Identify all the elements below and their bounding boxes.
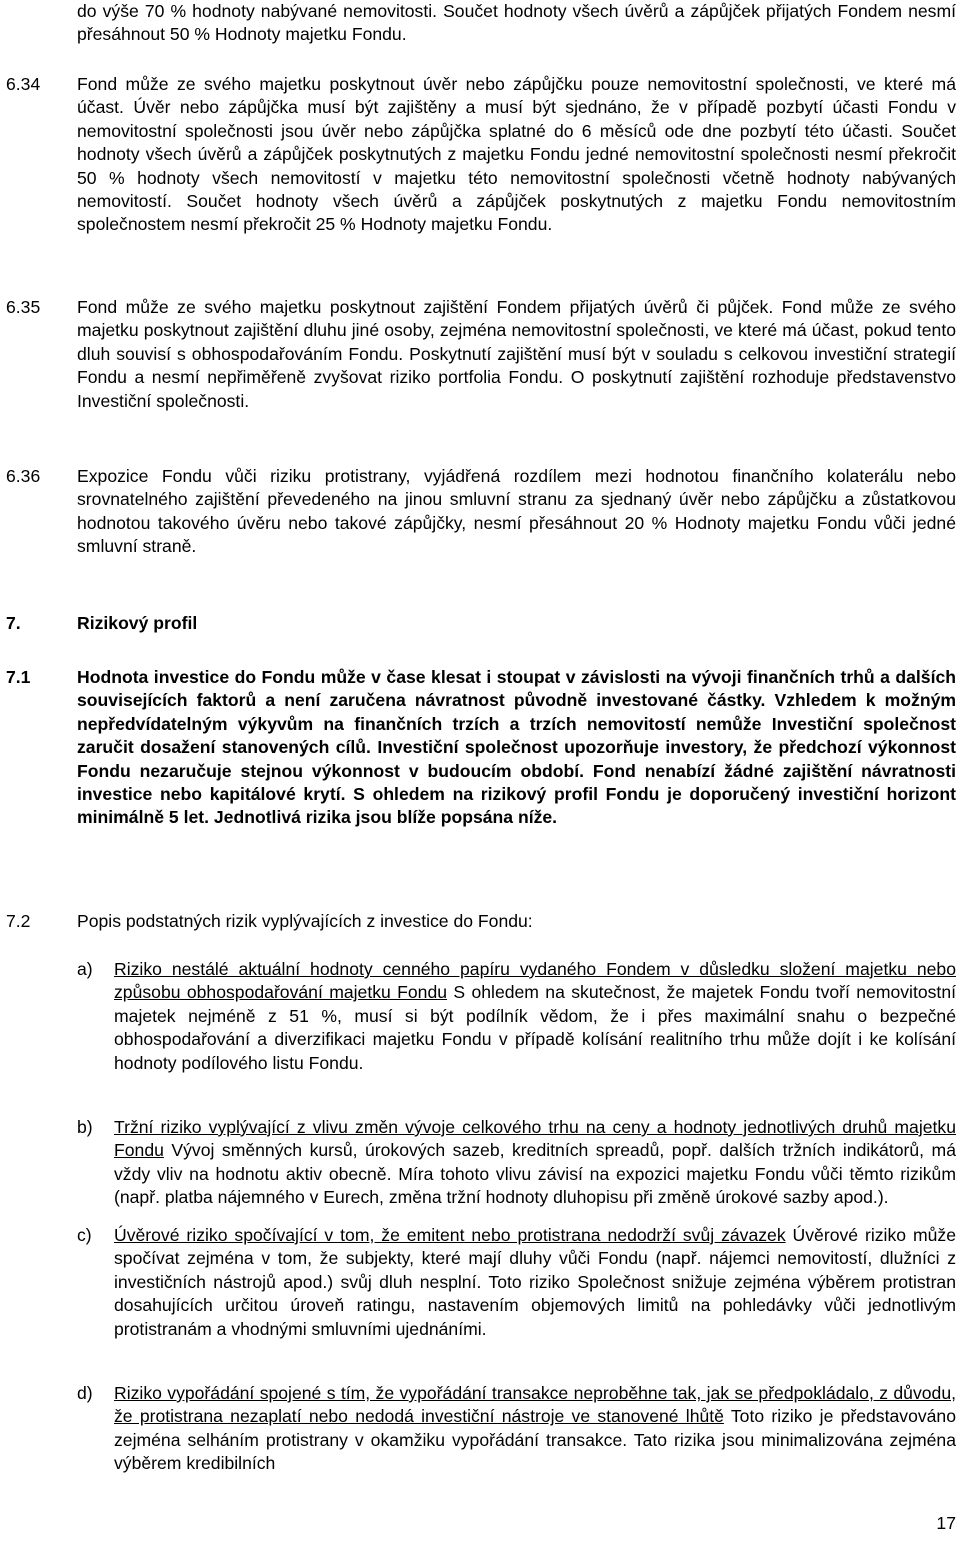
- risk-item-label: d): [77, 1383, 93, 1403]
- paragraph-7-1: Hodnota investice do Fondu může v čase klesat i stoupat v závislosti na vývoji finančních trhů a dalších souvisejících faktorů a není zaručena návratnost původně investované částky. Vzhledem k možným nepředvídatelným výkyvům na finančních trzích a trzích nemovitostí nemůže Investiční společnost zaručit dosažení stanovených cílů. Investiční společnost upozorňuje investory, že předchozí výkonnost Fondu nezaručuje stejnou výkonnost v budoucím období. Fond nenabízí žádné zajištění návratnosti investice nebo kapitálové krytí. S ohledem na rizikový profil Fondu je doporučený investiční horizont minimálně 5 let. Jednotlivá rizika jsou blíže popsána níže.: [77, 667, 956, 828]
- risk-item-title: Riziko vypořádání spojené s tím, že vypořádání transakce neproběhne tak, jak se předpokládalo, z důvodu, že protistrana nezaplatí nebo nedodá investiční nástroje ve stanovené lhůtě: [114, 1383, 956, 1427]
- section-number-7-2: 7.2: [6, 911, 31, 931]
- risk-item-text: Toto riziko je představováno zejména selháním protistrany v okamžiku vypořádání transakce. Tato rizika jsou minimalizována zejména výběrem kredibilních: [114, 1406, 957, 1474]
- section-number-6-36: 6.36: [6, 466, 41, 486]
- paragraph-6-36: Expozice Fondu vůči riziku protistrany, vyjádřená rozdílem mezi hodnotou finančního kolaterálu nebo srovnatelného zajištění převedeného na jinou smluvní stranu za sjednaný úvěr nebo zápůjčku a zůstatkovou hodnotou takového úvěru nebo takové zápůjčky, nesmí přesáhnout 20 % Hodnoty majetku Fondu vůči jedné smluvní straně.: [77, 466, 956, 557]
- risk-item-label: a): [77, 959, 93, 979]
- risk-item-text: Úvěrové riziko může spočívat zejména v tom, že subjekty, které mají dluhy vůči Fondu (např. nájemci nemovitostí, dlužníci z investičních nástrojů apod.) svůj dluh nesplní. Toto riziko Společnost snižuje zejména výběrem protistran dosahujících určitou úroveň ratingu, nastavením objemových limitů na pohledávky vůči jednotlivým protistranám a vhodnými smluvními ujednáními.: [114, 1225, 956, 1339]
- section-number-6-34: 6.34: [6, 74, 41, 94]
- risk-item-label: b): [77, 1117, 93, 1137]
- section-number-6-35: 6.35: [6, 297, 41, 317]
- risk-item: [114, 1116, 956, 1210]
- paragraph-6-34: Fond může ze svého majetku poskytnout úvěr nebo zápůjčku pouze nemovitostní společnosti, ve které má účast. Úvěr nebo zápůjčka musí být zajištěny a musí být sjednáno, že v případě pozbytí účasti Fondu v nemovitostní společnosti jsou úvěr nebo zápůjčka splatné do 6 měsíců ode dne pozbytí této účasti. Součet hodnoty všech úvěrů a zápůjček poskytnutých z majetku Fondu jedné nemovitostní společnosti nesmí překročit 50 % hodnoty všech nemovitostí v majetku této nemovitostní společnosti včetně hodnoty nabývaných nemovitostí. Součet hodnoty všech úvěrů a zápůjček poskytnutých z majetku Fondu nemovitostním společnostem nesmí překročit 25 % Hodnoty majetku Fondu.: [77, 74, 956, 235]
- paragraph-7-2: Popis podstatných rizik vyplývajících z investice do Fondu:: [77, 911, 533, 931]
- risk-item-title: Tržní riziko vyplývající z vlivu změn vývoje celkového trhu na ceny a hodnoty jednotlivých druhů majetku Fondu: [114, 1117, 956, 1161]
- risk-item-text: Vývoj směnných kursů, úrokových sazeb, kreditních spreadů, popř. dalších tržních indikátorů, má vždy vliv na hodnotu aktiv obecně. Míra tohoto vlivu závisí na expozici majetku Fondu vůči těmto rizikům (např. platba nájemného v Eurech, změna tržní hodnoty dluhopisu při změně úrokové sazby apod.).: [114, 1140, 956, 1208]
- risk-item: [114, 958, 956, 1075]
- risk-item: [114, 1224, 956, 1341]
- section-number-7: 7.: [6, 613, 21, 633]
- section-title-risk-profile: Rizikový profil: [77, 613, 198, 633]
- risk-item-text: S ohledem na skutečnost, že majetek Fondu tvoří nemovitostní majetek nejméně z 51 %, musí si být podílník vědom, že i přes maximální snahu o bezpečné obhospodařování a diverzifikaci majetku Fondu v případě kolísání realitního trhu může dojít i ke kolísání hodnoty podílového listu Fondu.: [114, 982, 956, 1073]
- page-number: 17: [936, 1513, 956, 1533]
- risk-item-title: Úvěrové riziko spočívající v tom, že emitent nebo protistrana nedodrží svůj závazek: [114, 1225, 786, 1245]
- intro-paragraph: do výše 70 % hodnoty nabývané nemovitosti. Součet hodnoty všech úvěrů a zápůjček přijatých Fondem nesmí přesáhnout 50 % Hodnoty majetku Fondu.: [77, 1, 956, 45]
- risk-item-title: Riziko nestálé aktuální hodnoty cenného papíru vydaného Fondem v důsledku složení majetku nebo způsobu obhospodařování majetku Fondu: [114, 959, 956, 1003]
- section-number-7-1: 7.1: [6, 667, 31, 687]
- risk-item: [114, 1382, 956, 1476]
- risk-item-label: c): [77, 1225, 92, 1245]
- paragraph-6-35: Fond může ze svého majetku poskytnout zajištění Fondem přijatých úvěrů či půjček. Fond může ze svého majetku poskytnout zajištění dluhu jiné osoby, zejména nemovitostní společnosti, ve které má účast, pokud tento dluh souvisí s obhospodařováním Fondu. Poskytnutí zajištění musí být v souladu s celkovou investiční strategií Fondu a nesmí nepřiměřeně zvyšovat riziko portfolia Fondu. O poskytnutí zajištění rozhoduje představenstvo Investiční společnosti.: [77, 297, 956, 411]
